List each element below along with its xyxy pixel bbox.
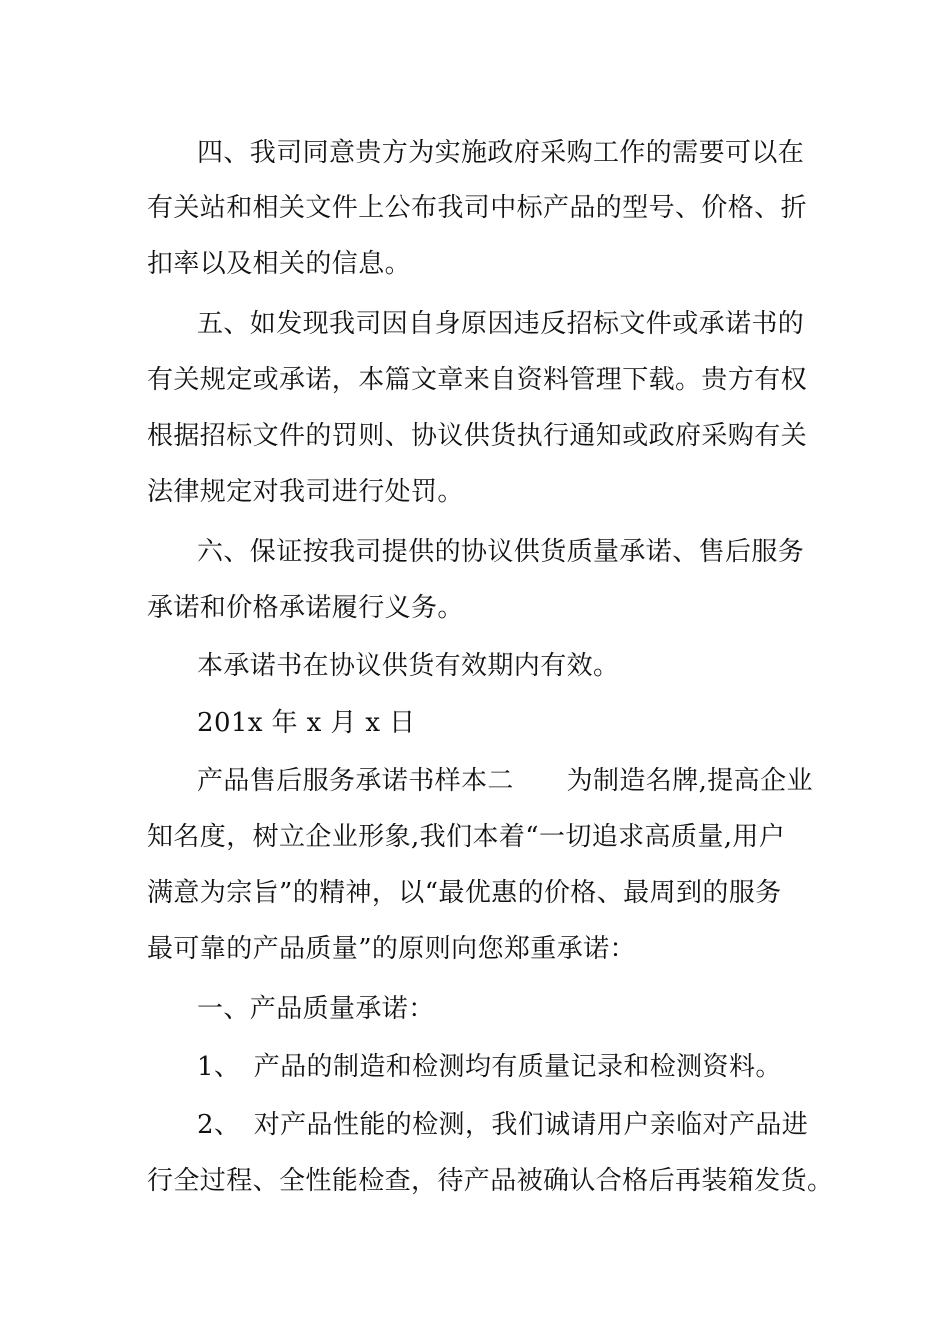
date-line: 201x 年 x 月 x 日 xyxy=(197,708,416,738)
text-line: 行全过程、全性能检查，待产品被确认合格后再装箱发货。 xyxy=(147,1166,834,1196)
text-line: 满意为宗旨”的精神，以“最优惠的价格、最周到的服务 xyxy=(147,878,782,908)
text-line: 承诺和价格承诺履行义务。 xyxy=(147,593,464,623)
text-line: 根据招标文件的罚则、协议供货执行通知或政府采购有关 xyxy=(147,421,808,451)
text-line: 有关规定或承诺，本篇文章来自资料管理下载。贵方有权 xyxy=(147,365,808,395)
list-item: 2、 对产品性能的检测，我们诚请用户亲临对产品进 xyxy=(197,1110,809,1140)
text-line: 知名度，树立企业形象,我们本着“一切追求高质量,用户 xyxy=(147,822,786,852)
text-line: 扣率以及相关的信息。 xyxy=(147,249,412,279)
text-line: 有关站和相关文件上公布我司中标产品的型号、价格、折 xyxy=(147,193,808,223)
text-line: 产品售后服务承诺书样本二 为制造名牌,提高企业 xyxy=(197,766,813,796)
text-line: 本承诺书在协议供货有效期内有效。 xyxy=(197,651,620,681)
list-item: 1、 产品的制造和检测均有质量记录和检测资料。 xyxy=(197,1052,782,1082)
text-line: 五、如发现我司因自身原因违反招标文件或承诺书的 xyxy=(197,309,805,339)
text-line: 六、保证按我司提供的协议供货质量承诺、售后服务 xyxy=(197,537,805,567)
text-line: 最可靠的产品质量”的原则向您郑重承诺： xyxy=(147,934,636,964)
text-line: 法律规定对我司进行处罚。 xyxy=(147,477,464,507)
section-heading: 一、产品质量承诺： xyxy=(197,994,435,1024)
text-line: 四、我司同意贵方为实施政府采购工作的需要可以在 xyxy=(197,138,805,168)
